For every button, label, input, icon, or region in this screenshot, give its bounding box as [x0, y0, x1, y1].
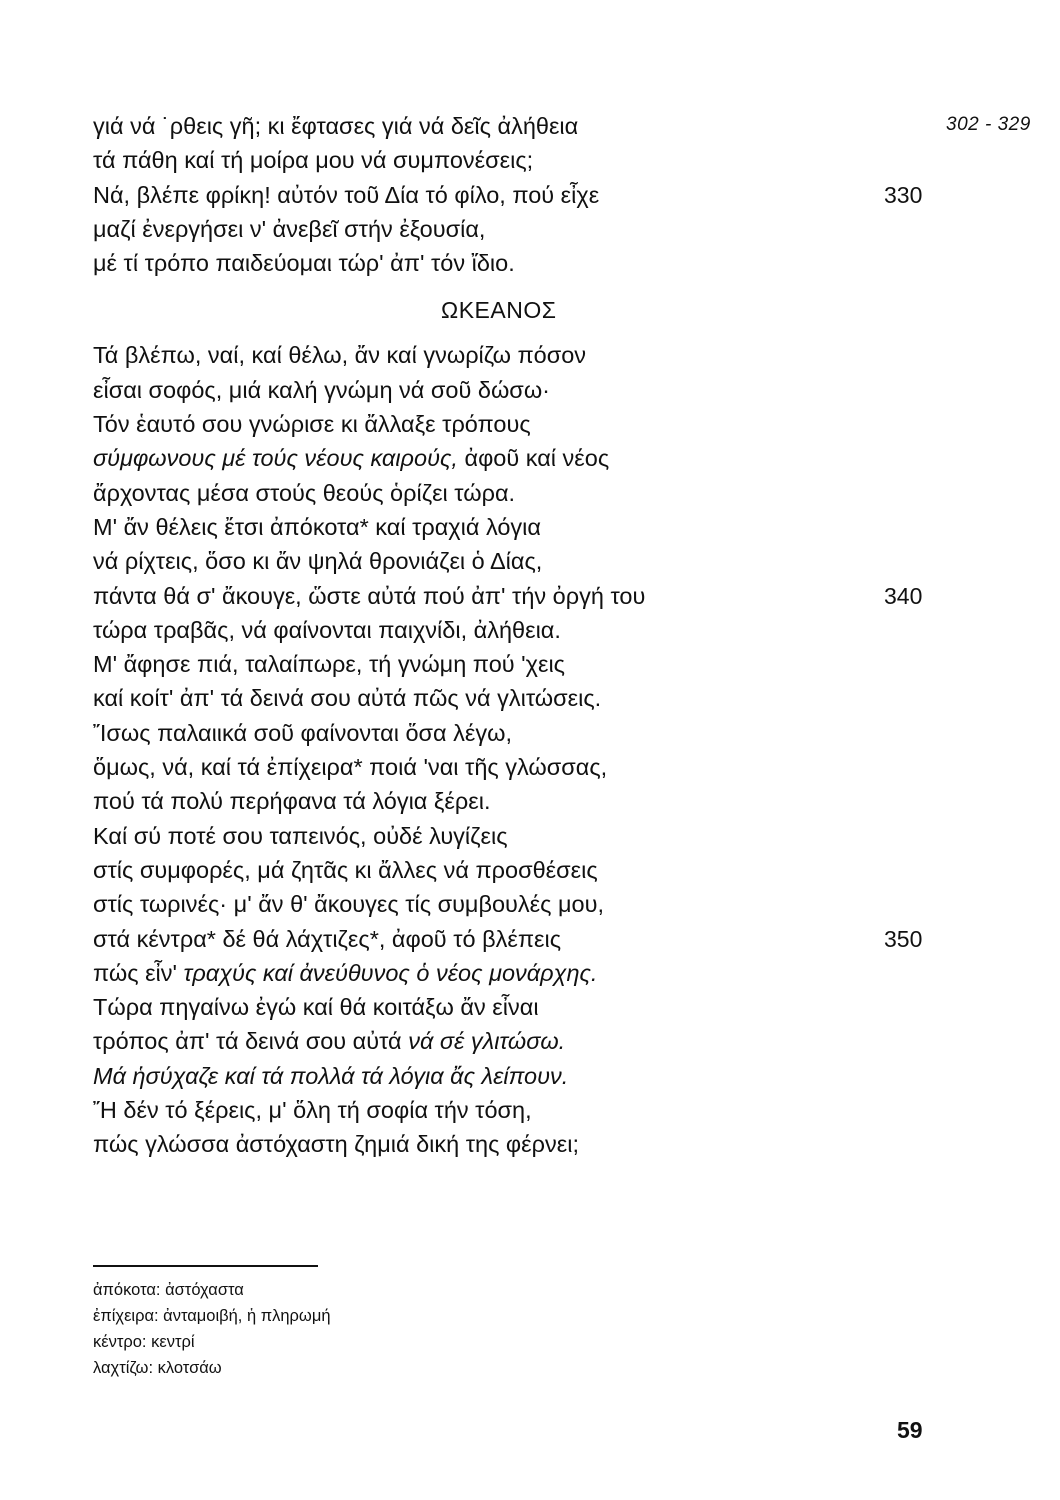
verse-line: [93, 681, 953, 715]
verse-line: [93, 956, 953, 990]
verse-line: [93, 990, 953, 1024]
verse-segment: μαζί ἐνεργήσει ν' ἀνεβεῖ στήν ἐξουσία,: [93, 215, 486, 242]
verse-segment: Τά βλέπω, ναί, καί θέλω, ἄν καί γνωρίζω πόσον: [93, 342, 587, 369]
verse-line: [93, 1024, 953, 1058]
verse-segment: πού τά πολύ περήφανα τά λόγια ξέρει.: [93, 788, 491, 815]
verse-segment: Καί σύ ποτέ σου ταπεινός, οὐδέ λυγίζεις: [93, 822, 508, 849]
verse-segment: στίς τωρινές· μ' ἄν θ' ἄκουγες τίς συμβουλές μου,: [93, 891, 604, 918]
footnote: κέντρο: κεντρί: [93, 1333, 195, 1351]
verse-line: [93, 819, 953, 853]
speaker-name: ΩΚΕΑΝΟΣ: [441, 297, 557, 324]
verse-segment: ἀφοῦ καί νέος: [457, 445, 610, 472]
footnote: ἐπίχειρα: ἀνταμοιβή, ἡ πληρωμή: [93, 1307, 331, 1325]
verse-segment: Μ' ἄφησε πιά, ταλαίπωρε, τή γνώμη πού 'χεις: [93, 651, 565, 678]
footnote: λαχτίζω: κλοτσάω: [93, 1359, 222, 1377]
verse-segment: γιά νά ˙ρθεις γῆ; κι ἔφτασες γιά νά δεῖς ἀλήθεια: [93, 113, 579, 139]
verse-segment: πάντα θά σ' ἄκουγε, ὥστε αὐτά πού ἀπ' τήν ὀργή του: [93, 582, 646, 609]
verse-text: [93, 109, 953, 1162]
verse-segment: τραχύς καί ἀνεύθυνος ὁ νέος μονάρχης.: [183, 959, 598, 986]
verse-segment: μέ τί τρόπο παιδεύομαι τώρ' ἀπ' τόν ἴδιο.: [93, 250, 515, 277]
verse-line: [93, 613, 953, 647]
verse-segment: τά πάθη καί τή μοίρα μου νά συμπονέσεις;: [93, 147, 534, 174]
verse-line: [93, 109, 953, 143]
verse-segment: πώς εἶν': [93, 959, 184, 986]
verse-line: [93, 246, 953, 280]
verse-segment: Τώρα πηγαίνω ἐγώ καί θά κοιτάξω ἄν εἶναι: [93, 994, 539, 1021]
verse-segment: πώς γλώσσα ἀστόχαστη ζημιά δική της φέρνει;: [93, 1131, 579, 1158]
verse-line: [93, 1127, 953, 1161]
verse-segment: τώρα τραβᾶς, νά φαίνονται παιχνίδι, ἀλήθεια.: [93, 616, 561, 643]
verse-line: [93, 510, 953, 544]
verse-line: [93, 373, 953, 407]
verse-line: [93, 143, 953, 177]
line-number: 350: [884, 925, 923, 952]
verse-segment: Ἴσως παλαιικά σοῦ φαίνονται ὅσα λέγω,: [93, 719, 512, 746]
verse-segment: καί κοίτ' ἀπ' τά δεινά σου αὐτά πῶς νά γλιτώσεις.: [93, 685, 602, 712]
verse-segment: σύμφωνους μέ τούς νέους καιρούς,: [93, 445, 458, 472]
verse-line: [93, 178, 953, 212]
footnote: ἀπόκοτα: ἀστόχαστα: [93, 1281, 244, 1299]
verse-line: [93, 1093, 953, 1127]
verse-block-prometheus: [93, 109, 953, 280]
verse-block-okeanos: [93, 338, 953, 1161]
verse-line: [93, 476, 953, 510]
verse-line: [93, 1059, 953, 1093]
line-range: 302 - 329: [946, 114, 1031, 135]
verse-segment: εἶσαι σοφός, μιά καλή γνώμη νά σοῦ δώσω·: [93, 376, 550, 403]
verse-segment: στά κέντρα* δέ θά λάχτιζες*, ἀφοῦ τό βλέπεις: [93, 925, 562, 952]
verse-line: [93, 922, 953, 956]
verse-segment: νά ρίχτεις, ὅσο κι ἄν ψηλά θρονιάζει ὁ Δίας,: [93, 548, 543, 575]
verse-line: [93, 750, 953, 784]
page-number: 59: [897, 1417, 923, 1443]
verse-line: [93, 647, 953, 681]
footnote-divider: [93, 1265, 318, 1267]
footnotes: [93, 1277, 331, 1381]
line-number: 340: [884, 582, 923, 609]
verse-line: [93, 784, 953, 818]
verse-line: [93, 407, 953, 441]
verse-segment: Μά ἡσύχαζε καί τά πολλά τά λόγια ἄς λείπουν.: [93, 1062, 569, 1089]
verse-line: [93, 853, 953, 887]
verse-line: [93, 887, 953, 921]
verse-line: [93, 579, 953, 613]
verse-line: [93, 441, 953, 475]
verse-segment: ὅμως, νά, καί τά ἐπίχειρα* ποιά 'ναι τῆς γλώσσας,: [93, 754, 608, 781]
verse-line: [93, 212, 953, 246]
verse-line: [93, 544, 953, 578]
verse-segment: Μ' ἄν θέλεις ἔτσι ἀπόκοτα* καί τραχιά λόγια: [93, 513, 541, 540]
line-number: 330: [884, 181, 923, 208]
verse-segment: τρόπος ἀπ' τά δεινά σου αὐτά: [93, 1028, 409, 1055]
verse-segment: ἄρχοντας μέσα στούς θεούς ὁρίζει τώρα.: [93, 479, 516, 506]
verse-line: [93, 338, 953, 372]
verse-segment: Νά, βλέπε φρίκη! αὐτόν τοῦ Δία τό φίλο, πού εἶχε: [93, 181, 600, 208]
verse-segment: νά σέ γλιτώσω.: [408, 1028, 566, 1055]
verse-segment: Ἤ δέν τό ξέρεις, μ' ὅλη τή σοφία τήν τόση,: [93, 1097, 532, 1124]
verse-segment: Τόν ἑαυτό σου γνώρισε κι ἄλλαξε τρόπους: [93, 411, 531, 438]
verse-line: [93, 716, 953, 750]
verse-segment: στίς συμφορές, μά ζητᾶς κι ἄλλες νά προσθέσεις: [93, 856, 598, 883]
